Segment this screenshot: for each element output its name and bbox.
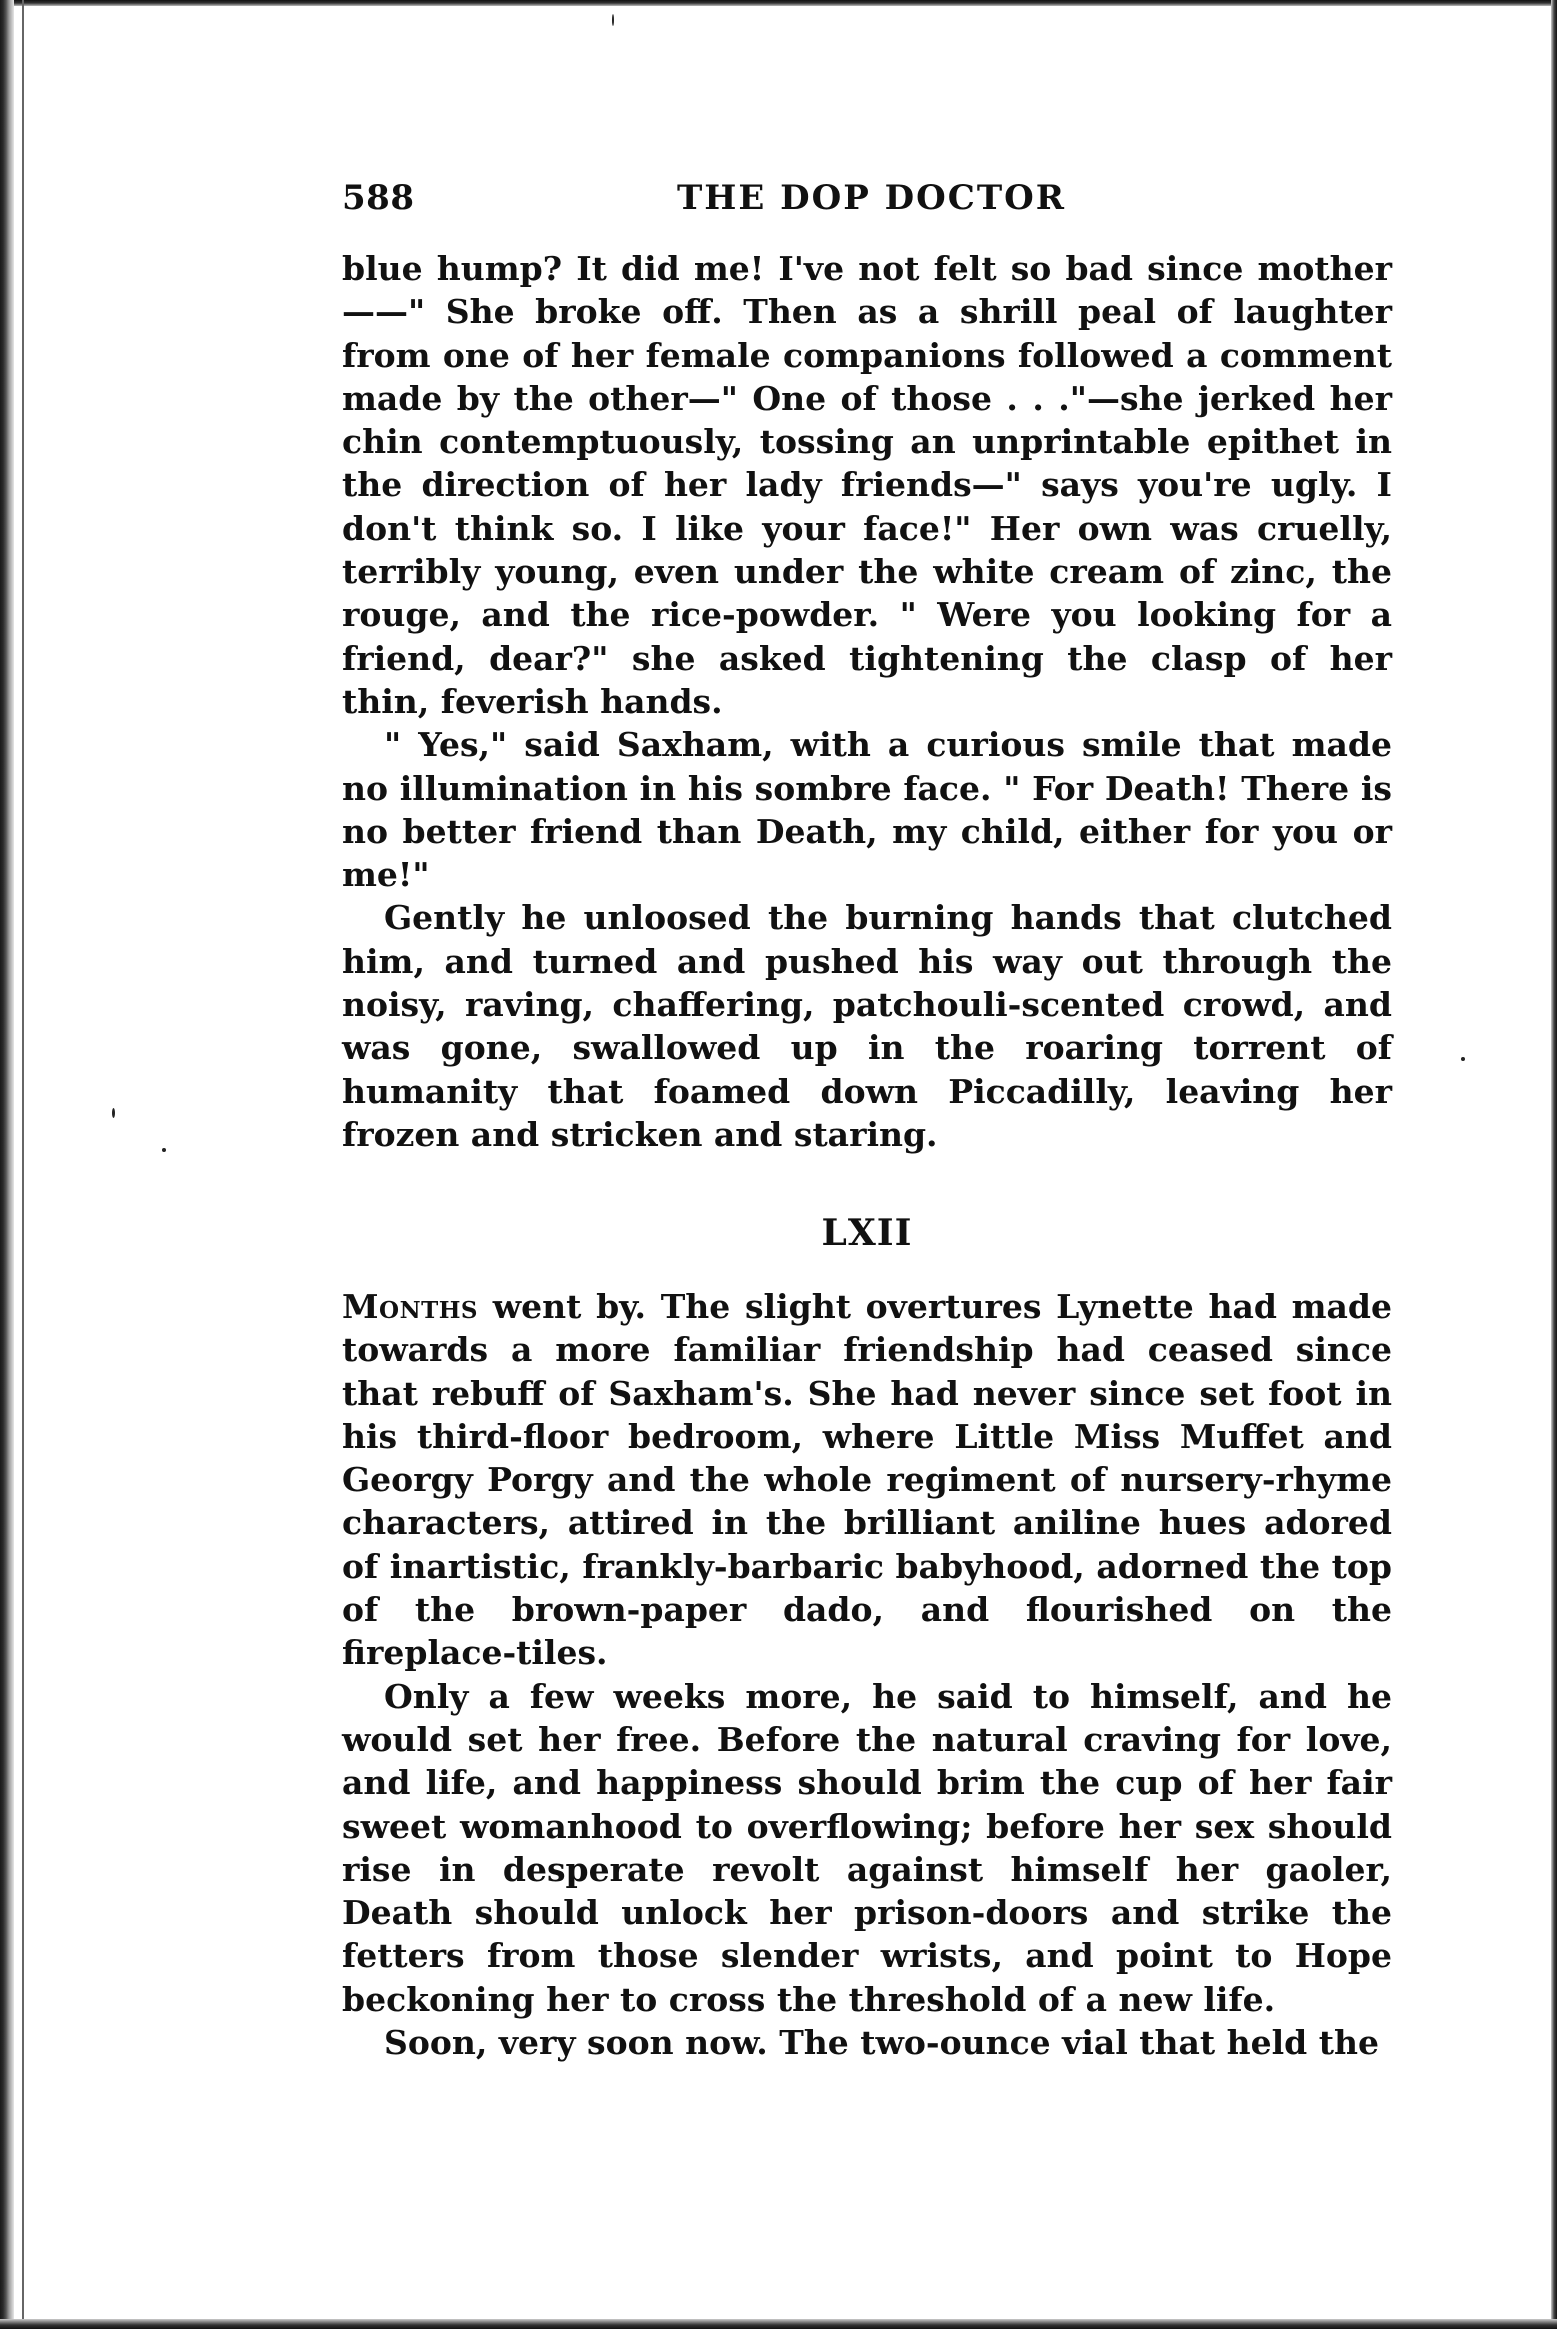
page-number: 588 [342,178,415,218]
chapter-opening-text: went by. The slight overtures Lynette had made towards a more familiar friendship had ceased since that rebuff of Saxham's. She had never since set foot in his third-floor bedroom, where Little Miss Muffet and Georgy Porgy and the whole regiment of nursery-rhyme characters, attired in the brilliant aniline hues adored of inartistic, frankly-barbaric babyhood, adorned the top of the brown-paper dado, and flourished on the fireplace-tiles. [342,1287,1392,1673]
running-head [342,178,1392,228]
chapter-text [342,1285,1392,2064]
section-one-text [342,247,1392,1156]
scan-speck [612,14,614,26]
paragraph: Soon, very soon now. The two-ounce vial that held the [384,2023,1379,2063]
scan-edge-left [0,0,14,2329]
chapter-opening-paragraph [342,1285,1392,1675]
scan-edge-bottom [0,2319,1557,2329]
scan-speck [162,1148,166,1152]
chapter-heading: LXII [821,1212,913,1254]
running-title: THE DOP DOCTOR [677,178,1067,218]
paragraph: Gently he unloosed the burning hands that clutched him, and turned and pushed his way out through the noisy, raving, chaffering, patchouli-scented crowd, and was gone, swallowed up in the roaring torrent of humanity that foamed down Piccadilly, leaving her frozen and stricken and staring. [342,898,1392,1154]
paragraph: blue hump? It did me! I've not felt so bad since mother——" She broke off. Then as a shrill peal of laughter from one of her female companions followed a comment made by the other—" One of those . . ."—she jerked her chin contemptuously, tossing an unprintable epithet in the direction of her lady friends—" says you're ugly. I don't think so. I like your face!" Her own was cruelly, terribly young, even under the white cream of zinc, the rouge, and the rice-powder. " Were you looking for a friend, dear?" she asked tightening the clasp of her thin, feverish hands. [342,249,1392,721]
paragraph: " Yes," said Saxham, with a curious smile that made no illumination in his sombre face. " For Death! There is no better friend than Death, my child, either for you or me!" [342,725,1392,895]
scan-speck [1461,1057,1465,1061]
paragraph: Only a few weeks more, he said to himself, and he would set her free. Before the natural craving for love, and life, and happiness should brim the cup of her fair sweet womanhood to overflowing; before her sex should rise in desperate revolt against himself her gaoler, Death should unlock her prison-doors and strike the fetters from those slender wrists, and point to Hope beckoning her to cross the threshold of a new life. [342,1676,1392,2019]
scan-edge-right [1551,0,1557,2329]
scan-speck [112,1108,115,1118]
chapter-lead-word: Months [342,1287,479,1326]
scan-edge-left-inner [22,0,24,2329]
scan-edge-top [0,0,1557,6]
